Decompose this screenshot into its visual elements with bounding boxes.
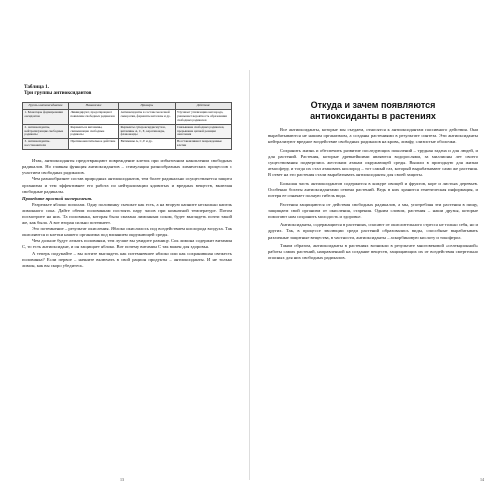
experiment-heading: Проведите простой эксперимент.	[22, 195, 93, 201]
table-header-row	[23, 103, 232, 110]
antioxidant-groups-table	[22, 102, 232, 150]
right-body-text	[268, 127, 478, 261]
table-row	[23, 139, 232, 150]
table-caption-number: Таблица 1.	[24, 84, 50, 90]
page-number: 13	[120, 477, 124, 482]
section-title-line: Откуда и зачем появляются	[310, 100, 436, 110]
body-paragraph: Растения защищаются от действия свободных радикалов, а мы, употребляя эти растения в пищу, защищаем свой организм от окисления, старения. Одним словом, растения – наши друзья, которые помогают нам сохранить молодость и здоровье.	[268, 201, 478, 219]
body-paragraph: Чем дольше будут лежать половинки, тем лучше вы увидите разницу. Сок лимона содержит витамин C, то есть антиоксидант, и он защищает яблоко. Вот почему витамин C так важен для здоровья.	[22, 238, 232, 250]
table-cell: 2. Антиоксиданты, нейтрализующие свободные радикалы	[23, 124, 69, 139]
table-header-cell: Примеры	[119, 103, 175, 110]
table-header-cell: Группы антиоксидантов	[23, 103, 69, 110]
table-cell: Восстанавливают поврежденные клетки	[175, 139, 231, 150]
table-cell: Улучшает утилизацию кислорода, уменьшает вероятность образования свободных радикалов	[175, 109, 231, 124]
table-caption	[24, 84, 232, 96]
table-cell: Противоокислительное действие	[68, 139, 118, 150]
table-cell: Ликвидируют, предотвращают появление свободных радикалов	[68, 109, 118, 124]
body-paragraph: Все антиоксиданты, которые мы съедаем, относятся к антиоксидантам пассивного действия. Они вырабатываются не нашим организмом, а созданы растениями в результате синтеза. Эти антиоксиданты нейтрализуют вредное воздействие свободных радикалов на кровь, лимфу, слизистые оболочки.	[268, 127, 478, 145]
table-cell: 1. Блокаторы формирования оксидантов	[23, 109, 69, 124]
body-paragraph: Чем разнообразнее состав природных антиоксидантов, тем более радикально осуществляется защита организма и тем эффективнее его работа по нейтрализации ядовитых и вредных веществ, включая свободные радикалы.	[22, 176, 232, 194]
table-cell: Антиоксиданты в составе молочной сыворотки, ферменты каталазы и др.	[119, 109, 175, 124]
body-paragraph: Большая часть антиоксидантов содержится в кожуре овощей и фруктов, коре и листьях деревьев. Особенно богаты антиоксидантами семена растений. Ведь в них хранится генетическая информация, и потеря ее означает полную гибель вида.	[268, 180, 478, 198]
right-page	[250, 0, 500, 500]
table-header-cell: Назначение	[68, 103, 118, 110]
table-row	[23, 124, 232, 139]
table-cell: Ферменты супероксиддисмутаза, витамины A, C, E, каротиноиды, флавоноиды	[119, 124, 175, 139]
body-paragraph: Антиоксиданты, содержащиеся в растениях, спасают от окислительного стресса не только себя, но и других. Так, в процессе эволюции среди растений образовались виды, способные вырабатывать различные защитные вещества, в частности, антиоксиданты – аскорбиновую кислоту и токоферол.	[268, 222, 478, 240]
table-cell: Витамины A, C, E и др.	[119, 139, 175, 150]
table-caption-title: Три группы антиоксидантов	[24, 90, 92, 96]
left-body-text	[22, 158, 232, 269]
section-title-line: антиоксиданты в растениях	[310, 110, 436, 121]
section-title	[268, 100, 478, 121]
body-paragraph: А теперь подумайте – вы хотите выглядеть как потемневшее яблоко или как сохранившая свежесть половинка? Если первое – начните включать в свой рацион продукты – антиоксиданты. И не только лимон, как вы скоро убедитесь.	[22, 250, 232, 268]
body-paragraph: Сохранить жизнь и обеспечить развитие последующих поколений – трудная задача и для людей, и для растений. Растения, которые древнейшими являются водорослями, за миллионы лет своего существования подверглись жестоким атакам окружающей среды. Вышли в пригодную для жизни атмосферу, и тогда их стал атаковать кислород – тот самый газ, который вырабатывают сами же растения. В ответ на это растения стали вырабатывать антиоксиданты для своей защиты.	[268, 147, 478, 178]
body-paragraph: Итак, антиоксиданты предотвращают повреждение клеток при избыточном накоплении свободных радикалов. Но главная функция антиоксидантов – стимуляция разнообразных химических процессов с участием свободных радикалов.	[22, 158, 232, 176]
table-header-cell: Действие	[175, 103, 231, 110]
body-paragraph: Таким образом, антиоксиданты в растениях возникли в результате многовековой «селекционной» работы самих растений, направленной на создание веществ, защищающих их от воздействия смертельно опасных для них свободных радикалов.	[268, 243, 478, 261]
body-paragraph: Это потемнение – результат окисления. Яблоко окислилось под воздействием кислорода воздуха. Так окисляются и клетки нашего организма под влиянием окружающей среды.	[22, 226, 232, 238]
body-paragraph: Разрежьте яблоко пополам. Одну половинку съешьте как есть, а на вторую капните несколько капель лимонного сока. Дайте обеим половинкам постоять пару часов при комнатной температуре. Потом посмотрите на них. Та половинка, которая была смазана лимонным соком, будет выглядеть почти такой же, как была. А вот вторая сильно потемнеет.	[22, 201, 232, 226]
table-cell: 3. Антиоксиданты-восстановители	[23, 139, 69, 150]
table-row	[23, 109, 232, 124]
table-cell: Ферменты и витамины, связывающие свободные радикалы	[68, 124, 118, 139]
table-cell: Связывание свободных радикалов, прерывание цепной реакции окисления	[175, 124, 231, 139]
page-fold-divider	[249, 70, 250, 480]
page-number: 14	[480, 477, 484, 482]
